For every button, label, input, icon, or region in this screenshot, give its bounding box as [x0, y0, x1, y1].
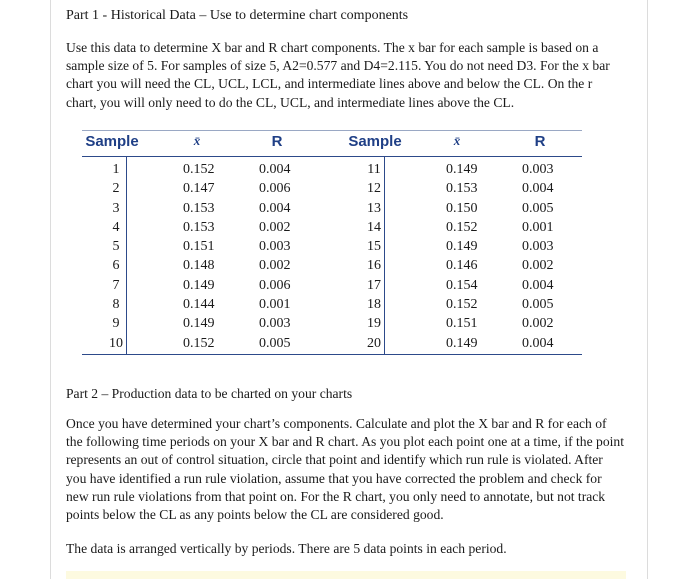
table-cell: 0.004: [259, 200, 291, 216]
table-cell: 0.002: [522, 316, 554, 332]
table-cell: 19: [367, 316, 381, 332]
table-cell: 0.003: [259, 239, 291, 255]
table-cell: 0.149: [446, 239, 478, 255]
part1-title: Part 1 - Historical Data – Use to determine chart components: [66, 8, 409, 23]
table-cell: 8: [112, 297, 120, 313]
table-cell: 0.004: [522, 277, 554, 293]
table-cell: 0.149: [183, 316, 215, 332]
column-sample-left: [106, 160, 126, 353]
table-cell: 0.153: [183, 219, 215, 235]
table-cell: 0.004: [259, 162, 291, 177]
table-cell: 0.002: [522, 258, 554, 274]
table-cell: 18: [367, 297, 381, 313]
table-cell: 0.004: [522, 181, 554, 197]
column-xbar-left: [183, 160, 233, 353]
table-cell: 0.148: [183, 258, 215, 274]
table-cell: 17: [367, 277, 381, 293]
table-cell: 0.152: [183, 162, 215, 177]
header-r-left: R: [271, 133, 283, 150]
table-cell: 15: [367, 239, 381, 255]
table-cell: 14: [367, 219, 381, 235]
table-cell: 0.150: [446, 200, 478, 216]
table-cell: 0.002: [259, 258, 291, 274]
table-cell: 20: [367, 335, 381, 351]
header-r-right: R: [534, 133, 546, 150]
historical-data-table: [82, 130, 582, 358]
table-bottom-rule: [82, 354, 582, 355]
table-cell: 0.152: [446, 219, 478, 235]
column-r-right: [522, 160, 572, 353]
header-xbar-right: x̄: [453, 133, 461, 148]
table-cell: 4: [112, 219, 120, 235]
table-cell: 3: [112, 200, 120, 216]
table-cell: 0.153: [446, 181, 478, 197]
table-cell: 0.001: [259, 297, 291, 313]
table-cell: 11: [367, 162, 381, 177]
part2-title: Part 2 – Production data to be charted on your charts: [66, 386, 353, 401]
table-cell: 0.152: [446, 297, 478, 313]
table-cell: 0.006: [259, 277, 291, 293]
table-cell: 2: [112, 181, 120, 197]
table-cell: 0.151: [446, 316, 478, 332]
column-sample-right: [362, 160, 386, 353]
table-cell: 10: [109, 335, 123, 351]
table-cell: 1: [112, 162, 120, 177]
table-cell: 0.003: [522, 162, 554, 177]
column-r-left: [259, 160, 309, 353]
table-cell: 0.002: [259, 219, 291, 235]
table-cell: 7: [112, 277, 120, 293]
table-cell: 6: [112, 258, 120, 274]
table-cell: 0.151: [183, 239, 215, 255]
table-cell: 0.146: [446, 258, 478, 274]
table-cell: 0.005: [522, 297, 554, 313]
header-sample-right: Sample: [348, 133, 402, 150]
table-cell: 0.149: [183, 277, 215, 293]
table-cell: 9: [112, 316, 120, 332]
table-cell: 0.006: [259, 181, 291, 197]
table-cell: 0.152: [183, 335, 215, 351]
table-cell: 0.154: [446, 277, 478, 293]
table-header-rule: [82, 156, 582, 157]
table-cell: 0.147: [183, 181, 215, 197]
part2-note: The data is arranged vertically by periods. There are 5 data points in each period.: [66, 541, 507, 556]
table-cell: 5: [112, 239, 120, 255]
header-sample-left: Sample: [85, 133, 139, 150]
part1-instructions: Use this data to determine X bar and R chart components. The x bar for each sample is based on a sample size of 5. For samples of size 5, A2=0.577 and D4=2.115. You do not need D3. For the x bar chart you will need the CL, UCL, LCL, and intermediate lines above and below the CL. On the r chart, you will only need to do the CL, UCL, and intermediate lines above the CL.: [66, 40, 610, 110]
part2-instructions: Once you have determined your chart’s components. Calculate and plot the X bar and R for each of the following time periods on your X bar and R chart. As you plot each point one at a time, if the point represents an out of control situation, circle that point and identify which run rule is violated. After you have identified a run rule violation, assume that you have corrected the problem and check for new run rule violations from that point on. For the R chart, you only need to annotate, but not track points below the CL as any points below the CL are considered good.: [66, 416, 624, 523]
header-xbar-left: x̄: [193, 133, 201, 148]
table-cell: 0.003: [522, 239, 554, 255]
column-xbar-right: [446, 160, 496, 353]
table-divider-left: [126, 157, 127, 354]
table-cell: 0.149: [446, 335, 478, 351]
table-cell: 12: [367, 181, 381, 197]
table-cell: 0.144: [183, 297, 215, 313]
table-cell: 0.149: [446, 162, 478, 177]
table-cell: 0.005: [522, 200, 554, 216]
table-top-rule: [82, 130, 582, 131]
table-cell: 0.004: [522, 335, 554, 351]
highlight-strip: [66, 571, 626, 579]
table-cell: 0.005: [259, 335, 291, 351]
table-cell: 0.153: [183, 200, 215, 216]
table-cell: 0.001: [522, 219, 554, 235]
table-cell: 13: [367, 200, 381, 216]
table-cell: 0.003: [259, 316, 291, 332]
table-cell: 16: [367, 258, 381, 274]
